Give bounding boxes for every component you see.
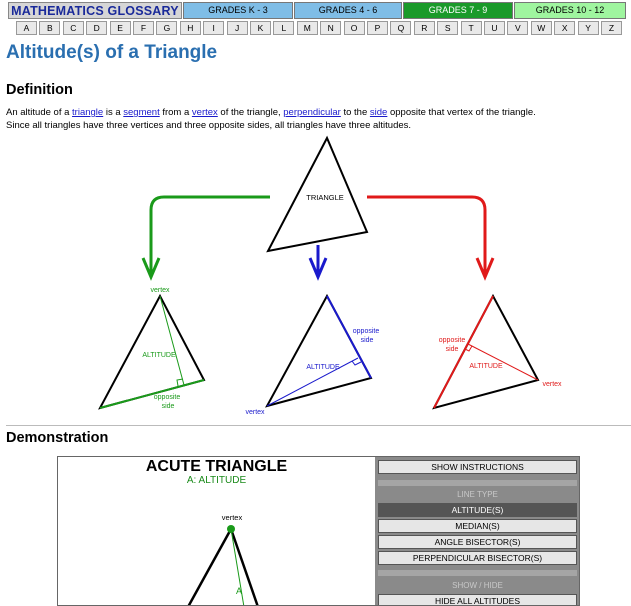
page-title: Altitude(s) of a Triangle — [6, 42, 218, 63]
demo-vertex-handle[interactable] — [227, 525, 235, 533]
letter-q-button[interactable]: Q — [390, 21, 411, 35]
grade-k3-tab[interactable]: GRADES K - 3 — [183, 2, 293, 19]
letter-x-button[interactable]: X — [554, 21, 575, 35]
demo-canvas[interactable] — [58, 457, 375, 606]
grade-10-12-tab[interactable]: GRADES 10 - 12 — [514, 2, 626, 19]
triangle-2-vertex-label: vertex — [245, 409, 265, 416]
demonstration-heading: Demonstration — [6, 430, 109, 446]
letter-a-button[interactable]: A — [16, 21, 37, 35]
letter-r-button[interactable]: R — [414, 21, 435, 35]
letter-o-button[interactable]: O — [344, 21, 365, 35]
altitude-diagram — [0, 130, 631, 422]
def-text: is a — [103, 107, 124, 118]
letter-v-button[interactable]: V — [507, 21, 528, 35]
letter-u-button[interactable]: U — [484, 21, 505, 35]
letter-n-button[interactable]: N — [320, 21, 341, 35]
grade-7-9-tab[interactable]: GRADES 7 - 9 — [403, 2, 513, 19]
center-triangle-label: TRIANGLE — [306, 193, 344, 202]
definition-text — [6, 107, 626, 132]
letter-d-button[interactable]: D — [86, 21, 107, 35]
letter-z-button[interactable]: Z — [601, 21, 622, 35]
letter-w-button[interactable]: W — [531, 21, 552, 35]
triangle-3-side-label: side — [445, 346, 459, 353]
demo-control-panel — [375, 457, 580, 606]
letter-e-button[interactable]: E — [110, 21, 131, 35]
triangle-1-vertex-label: vertex — [150, 287, 170, 294]
letter-p-button[interactable]: P — [367, 21, 388, 35]
letter-i-button[interactable]: I — [203, 21, 224, 35]
perpendicular-bisectors-button[interactable]: PERPENDICULAR BISECTOR(S) — [378, 551, 577, 565]
medians-button[interactable]: MEDIAN(S) — [378, 519, 577, 533]
demo-subtitle: A: ALTITUDE — [186, 475, 247, 486]
demo-title: ACUTE TRIANGLE — [145, 458, 288, 475]
definition-heading: Definition — [6, 82, 73, 98]
triangle-2-side-label: side — [360, 337, 374, 344]
link-perpendicular[interactable]: perpendicular — [283, 107, 341, 118]
triangle-3-altitude-label: ALTITUDE — [469, 363, 503, 370]
triangle-2-altitude-label: ALTITUDE — [306, 364, 340, 371]
def-text: An altitude of a — [6, 107, 73, 118]
letter-s-button[interactable]: S — [437, 21, 458, 35]
link-vertex[interactable]: vertex — [191, 107, 218, 118]
triangle-1-altitude-label: ALTITUDE — [142, 352, 176, 359]
brand-title[interactable]: MATHEMATICS GLOSSARY — [8, 2, 182, 19]
letter-l-button[interactable]: L — [273, 21, 294, 35]
grade-4-6-tab[interactable]: GRADES 4 - 6 — [294, 2, 402, 19]
link-segment[interactable]: segment — [123, 107, 160, 118]
link-side[interactable]: side — [369, 107, 388, 118]
section-divider — [6, 425, 631, 426]
line-type-heading: LINE TYPE — [457, 490, 498, 499]
angle-bisectors-button[interactable]: ANGLE BISECTOR(S) — [378, 535, 577, 549]
def-text: to the — [340, 107, 370, 118]
line-type-divider — [378, 480, 577, 486]
show-hide-divider — [378, 570, 577, 576]
letter-y-button[interactable]: Y — [578, 21, 599, 35]
letter-m-button[interactable]: M — [297, 21, 318, 35]
def-text: of the triangle, — [217, 107, 284, 118]
triangle-3-opposite-label: opposite — [438, 337, 466, 344]
red-arrow — [367, 197, 485, 276]
demo-altitude-marker: A — [235, 586, 243, 596]
triangle-3-vertex-label: vertex — [542, 381, 562, 388]
letter-g-button[interactable]: G — [156, 21, 177, 35]
letter-b-button[interactable]: B — [39, 21, 60, 35]
link-triangle[interactable]: triangle — [72, 107, 104, 118]
letter-t-button[interactable]: T — [461, 21, 482, 35]
demo-triangle-left-side — [188, 529, 231, 606]
show-instructions-button[interactable]: SHOW INSTRUCTIONS — [378, 460, 577, 474]
demo-triangle-svg — [58, 457, 375, 606]
demo-vertex-label: vertex — [221, 513, 243, 522]
def-text: opposite that vertex of the triangle. — [387, 107, 536, 118]
letter-h-button[interactable]: H — [180, 21, 201, 35]
letter-c-button[interactable]: C — [63, 21, 84, 35]
def-text-line2: Since all triangles have three vertices and three opposite sides, all triangles have three altitudes. — [6, 119, 412, 131]
top-navigation — [4, 2, 626, 36]
letter-j-button[interactable]: J — [227, 21, 248, 35]
green-arrow — [151, 197, 270, 276]
altitudes-button[interactable]: ALTITUDE(S) — [378, 503, 577, 517]
hide-all-altitudes-button[interactable]: HIDE ALL ALTITUDES — [378, 594, 577, 606]
triangle-1-opposite-label: opposite — [153, 394, 181, 401]
show-hide-heading: SHOW / HIDE — [452, 581, 503, 590]
letter-f-button[interactable]: F — [133, 21, 154, 35]
letter-k-button[interactable]: K — [250, 21, 271, 35]
demonstration-applet — [57, 456, 580, 606]
triangle-1-side-label: side — [161, 403, 175, 410]
triangle-2-opposite-label: opposite — [352, 328, 380, 335]
def-text: from a — [159, 107, 192, 118]
